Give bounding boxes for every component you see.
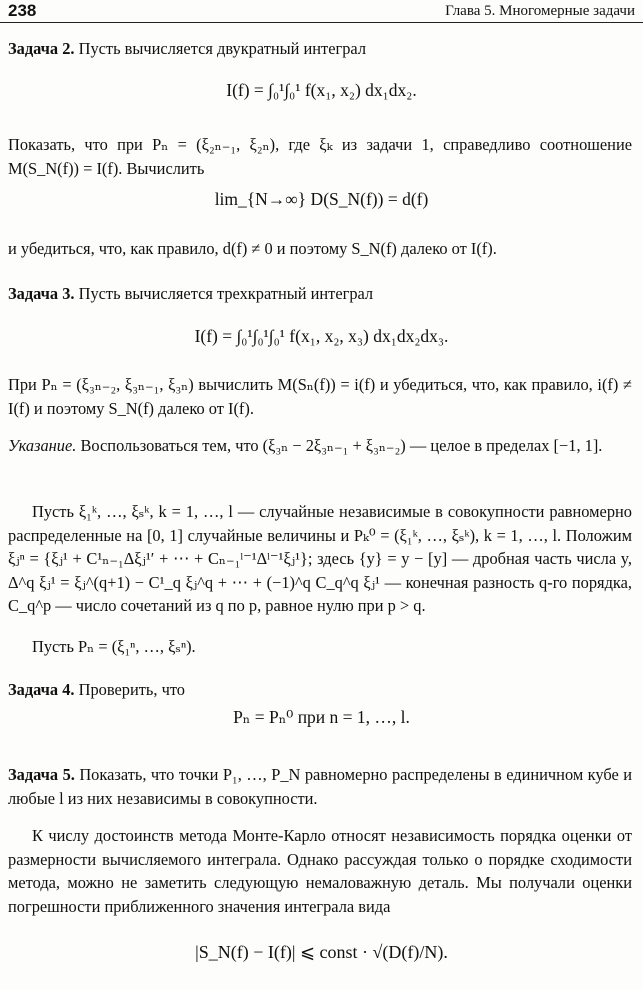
task4-text: Проверить, что xyxy=(78,680,185,699)
task3-hint xyxy=(8,434,632,458)
task2-paragraph: Показать, что при Pₙ = (ξ₂ₙ₋₁, ξ₂ₙ), где ξₖ из задачи 1, справедливо соотношение M(S_N(f)) = I(f). Вычислить xyxy=(8,135,632,178)
closing-paragraph: К числу достоинств метода Монте-Карло относят независимость порядка оценки от размерности вычисляемого интеграла. Однако рассуждая только о порядке сходимости метода, можно не заметить следующую немаловажную деталь. Мы получали оценки погрешности приближенного значения интеграла вида xyxy=(8,826,632,916)
page-number: 238 xyxy=(8,1,37,20)
task5-paragraph xyxy=(8,763,632,810)
task2-label: Задача 2. xyxy=(8,39,75,58)
task3-intro xyxy=(8,282,632,306)
task2-intro xyxy=(8,37,632,61)
task2-text: Пусть вычисляется двукратный интеграл xyxy=(78,39,367,58)
error-estimate-equation: |S_N(f) − I(f)| ⩽ const · √(D(f)/N). xyxy=(195,942,448,962)
hint-text: Воспользоваться тем, что (ξ₃ₙ − 2ξ₃ₙ₋₁ + ξ₃ₙ₋₂) — целое в пределах [−1, 1]. xyxy=(80,436,603,455)
points-definition: Пусть Pₙ = (ξ₁ⁿ, …, ξₛⁿ). xyxy=(32,637,196,656)
task4-label: Задача 4. xyxy=(8,680,75,699)
task4-equation: Pₙ = Pₙ⁰ при n = 1, …, l. xyxy=(233,707,410,727)
task3-label: Задача 3. xyxy=(8,284,75,303)
hint-label: Указание. xyxy=(8,436,77,455)
task2-conclusion: и убедиться, что, как правило, d(f) ≠ 0 и поэтому S_N(f) далеко от I(f). xyxy=(8,239,497,258)
task5-label: Задача 5. xyxy=(8,765,75,784)
task2-integral-equation: I(f) = ∫₀¹∫₀¹ f(x₁, x₂) dx₁dx₂. xyxy=(226,80,417,100)
task3-paragraph: При Pₙ = (ξ₃ₙ₋₂, ξ₃ₙ₋₁, ξ₃ₙ) вычислить M(Sₙ(f)) = i(f) и убедиться, что, как правило, i(f) ≠ I(f) и поэтому S_N(f) далеко от I(f). xyxy=(8,375,632,418)
task2-limit-equation: lim_{N→∞} D(S_N(f)) = d(f) xyxy=(214,189,429,209)
task3-integral-equation: I(f) = ∫₀¹∫₀¹∫₀¹ f(x₁, x₂, x₃) dx₁dx₂dx₃. xyxy=(194,326,449,346)
running-head: Глава 5. Многомерные задачи xyxy=(445,3,635,19)
page-header xyxy=(0,0,643,23)
definition-paragraph: Пусть ξ₁ᵏ, …, ξₛᵏ, k = 1, …, l — случайные независимые в совокупности равномерно распределенные на [0, 1] случайные величины и Pₖ⁰ = (ξ₁ᵏ, …, ξₛᵏ), k = 1, …, l. Положим ξⱼⁿ = {ξⱼ¹ + C¹ₙ₋₁Δξⱼ¹′ + ⋯ + Cₙ₋₁ˡ⁻¹Δˡ⁻¹ξⱼ¹}; здесь {y} = y − [y] — дробная часть числа y, Δ^q ξⱼ¹ = ξⱼ^(q+1) − C¹_q ξⱼ^q + ⋯ + (−1)^q C_q^q ξⱼ¹ — конечная разность q-го порядка, C_q^p — число сочетаний из q по p, равное нулю при p > q. xyxy=(8,502,632,615)
task3-text: Пусть вычисляется трехкратный интеграл xyxy=(78,284,374,303)
task4-intro xyxy=(8,678,632,702)
task5-text: Показать, что точки P₁, …, P_N равномерно распределены в единичном кубе и любые l из них независимы в совокупности. xyxy=(8,765,632,808)
